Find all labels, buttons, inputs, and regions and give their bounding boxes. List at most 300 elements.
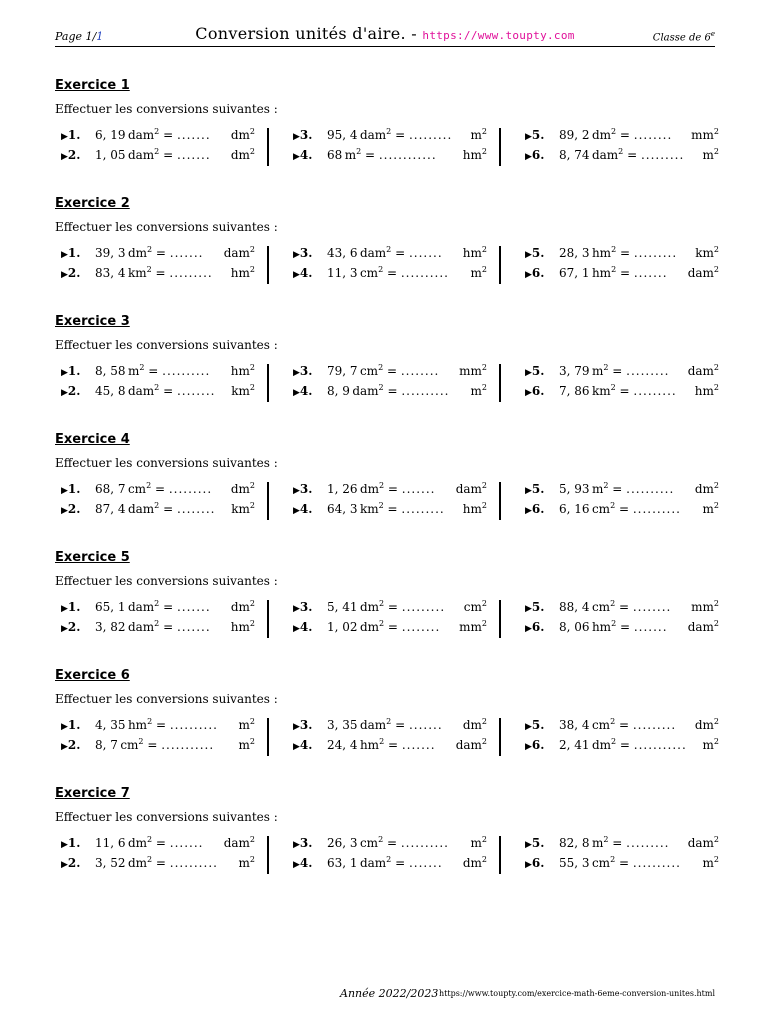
exercise-title: Exercice 3 — [55, 314, 130, 329]
exponent: 2 — [249, 363, 255, 372]
exponent: 2 — [249, 717, 255, 726]
answer-blank[interactable]: ....... — [176, 620, 211, 634]
exponent: 2 — [481, 501, 487, 510]
from-unit: cm — [591, 718, 611, 732]
item-number: 3. — [299, 128, 313, 142]
conversion-item — [61, 856, 255, 876]
conversion-item — [525, 364, 719, 384]
answer-blank[interactable]: ....... — [169, 246, 204, 260]
to-unit: m — [238, 856, 250, 870]
conversion-item — [293, 836, 487, 856]
exercise-items — [55, 363, 719, 404]
conversion-item — [61, 384, 255, 404]
conversion-expression — [95, 148, 211, 162]
exponent: 2 — [713, 265, 719, 274]
exponent: 2 — [378, 501, 384, 510]
from-unit: m — [591, 836, 604, 850]
from-unit: dam — [127, 502, 155, 516]
item-label — [293, 620, 312, 634]
conversion-expression — [559, 738, 687, 752]
exponent: 2 — [378, 363, 384, 372]
exercise-title: Exercice 6 — [55, 668, 130, 683]
exponent: 2 — [603, 481, 609, 490]
target-unit — [688, 836, 719, 850]
to-unit: m — [702, 738, 714, 752]
value: 3, 52 — [95, 856, 126, 870]
item-label — [293, 364, 312, 378]
exponent: 2 — [379, 737, 385, 746]
to-unit: km — [695, 246, 714, 260]
conversion-expression — [327, 856, 443, 870]
conversion-expression — [95, 384, 215, 398]
answer-blank[interactable]: ......... — [408, 128, 453, 142]
footer-url[interactable]: https://www.toupty.com/exercice-math-6eme-conversion-unites.html — [439, 989, 715, 998]
exponent: 2 — [147, 245, 153, 254]
from-unit: hm — [591, 266, 612, 280]
to-unit: m — [470, 384, 482, 398]
answer-blank[interactable]: ....... — [176, 148, 211, 162]
conversion-item — [525, 246, 719, 266]
class-label — [653, 30, 715, 43]
triangle-icon: ▶ — [525, 840, 532, 850]
answer-blank[interactable]: .......... — [400, 836, 449, 850]
exercise-title: Exercice 7 — [55, 786, 130, 801]
exercise-instruction: Effectuer les conversions suivantes : — [55, 574, 278, 588]
triangle-icon: ▶ — [525, 742, 532, 752]
answer-blank[interactable]: ....... — [633, 620, 668, 634]
triangle-icon: ▶ — [293, 368, 300, 378]
triangle-icon: ▶ — [525, 860, 532, 870]
column-divider — [267, 482, 269, 520]
target-unit — [691, 600, 719, 614]
answer-blank[interactable]: .......... — [632, 856, 681, 870]
to-unit: m — [238, 718, 250, 732]
equals-sign: = — [615, 384, 634, 398]
exponent: 2 — [249, 383, 255, 392]
value: 1, 02 — [327, 620, 358, 634]
answer-blank[interactable]: .......... — [162, 364, 211, 378]
answer-blank[interactable]: ........ — [401, 620, 441, 634]
triangle-icon: ▶ — [61, 270, 68, 280]
exercise-instruction: Effectuer les conversions suivantes : — [55, 692, 278, 706]
conversion-item — [293, 620, 487, 640]
conversion-item — [293, 502, 487, 522]
conversion-expression — [559, 266, 668, 280]
value: 68, 7 — [95, 482, 126, 496]
conversion-item — [293, 856, 487, 876]
triangle-icon: ▶ — [61, 624, 68, 634]
item-label — [293, 718, 312, 732]
equals-sign: = — [616, 246, 634, 260]
target-unit — [695, 718, 719, 732]
answer-blank[interactable]: ......... — [626, 364, 670, 378]
answer-blank[interactable]: ......... — [168, 482, 213, 496]
to-unit: dm — [230, 482, 250, 496]
answer-blank[interactable]: ........ — [632, 600, 672, 614]
column-divider — [267, 128, 269, 166]
answer-blank[interactable]: ......... — [626, 836, 670, 850]
value: 89, 2 — [559, 128, 590, 142]
exercise-items — [55, 835, 719, 876]
equals-sign: = — [159, 384, 177, 398]
target-unit — [239, 718, 255, 732]
exercise-items — [55, 481, 719, 522]
answer-blank[interactable]: ......... — [633, 246, 678, 260]
value: 83, 4 — [95, 266, 126, 280]
item-number: 1. — [67, 600, 81, 614]
conversion-item — [525, 620, 719, 640]
answer-blank[interactable]: ....... — [401, 482, 436, 496]
equals-sign: = — [391, 128, 409, 142]
answer-blank[interactable]: .......... — [169, 856, 218, 870]
value: 8, 74 — [559, 148, 590, 162]
exercise-items — [55, 127, 719, 168]
target-unit — [456, 738, 487, 752]
item-number: 2. — [67, 148, 81, 162]
to-unit: dam — [223, 246, 250, 260]
item-number: 5. — [531, 246, 545, 260]
equals-sign: = — [383, 384, 402, 398]
item-number: 6. — [531, 738, 545, 752]
column-divider — [267, 600, 269, 638]
value: 1, 26 — [327, 482, 358, 496]
item-number: 1. — [67, 364, 81, 378]
equals-sign: = — [391, 718, 409, 732]
answer-blank[interactable]: ......... — [401, 502, 445, 516]
exercise-instruction: Effectuer les conversions suivantes : — [55, 102, 278, 116]
to-unit: dam — [687, 620, 714, 634]
conversion-expression — [327, 482, 436, 496]
answer-blank[interactable]: .......... — [169, 718, 218, 732]
to-unit: hm — [230, 620, 250, 634]
conversion-expression — [327, 738, 436, 752]
item-number: 5. — [531, 718, 545, 732]
item-label — [61, 718, 80, 732]
conversion-item — [293, 718, 487, 738]
triangle-icon: ▶ — [293, 624, 300, 634]
exponent: 2 — [379, 599, 385, 608]
target-unit — [695, 384, 719, 398]
answer-blank[interactable]: ....... — [408, 246, 443, 260]
value: 64, 3 — [327, 502, 358, 516]
exponent: 2 — [378, 835, 384, 844]
equals-sign: = — [608, 364, 627, 378]
to-unit: km — [231, 384, 250, 398]
exponent: 2 — [481, 383, 487, 392]
value: 5, 93 — [559, 482, 590, 496]
triangle-icon: ▶ — [525, 270, 532, 280]
from-unit: dm — [127, 856, 148, 870]
from-unit: hm — [591, 246, 612, 260]
item-number: 2. — [67, 266, 81, 280]
triangle-icon: ▶ — [525, 388, 532, 398]
conversion-item — [525, 502, 719, 522]
from-unit: cm — [359, 364, 379, 378]
triangle-icon: ▶ — [293, 840, 300, 850]
answer-blank[interactable]: ....... — [633, 266, 668, 280]
to-unit: dam — [455, 482, 482, 496]
column-divider — [267, 718, 269, 756]
exponent: 2 — [249, 619, 255, 628]
value: 55, 3 — [559, 856, 590, 870]
triangle-icon: ▶ — [525, 132, 532, 142]
to-unit: dam — [223, 836, 250, 850]
answer-blank[interactable]: ....... — [408, 718, 443, 732]
item-number: 1. — [67, 836, 81, 850]
item-label — [293, 482, 312, 496]
answer-blank[interactable]: ........... — [633, 738, 687, 752]
conversion-expression — [327, 718, 443, 732]
triangle-icon: ▶ — [293, 722, 300, 732]
exponent: 2 — [154, 147, 160, 156]
conversion-expression — [559, 384, 677, 398]
value: 88, 4 — [559, 600, 590, 614]
conversion-expression — [559, 246, 677, 260]
equals-sign: = — [615, 856, 633, 870]
answer-blank[interactable]: ....... — [408, 856, 443, 870]
conversion-expression — [95, 502, 215, 516]
column-divider — [499, 836, 501, 874]
equals-sign: = — [384, 620, 402, 634]
exponent: 2 — [386, 127, 392, 136]
exponent: 2 — [481, 363, 487, 372]
item-label — [525, 364, 544, 378]
exponent: 2 — [249, 481, 255, 490]
answer-blank[interactable]: .......... — [626, 482, 675, 496]
item-number: 1. — [67, 718, 81, 732]
site-link[interactable]: https://www.toupty.com — [422, 29, 575, 42]
to-unit: m — [702, 502, 714, 516]
exponent: 2 — [713, 363, 719, 372]
to-unit: m — [470, 266, 482, 280]
value: 79, 7 — [327, 364, 358, 378]
value: 8, 7 — [95, 738, 118, 752]
conversion-expression — [95, 600, 211, 614]
column-divider — [499, 364, 501, 402]
from-unit: dam — [127, 128, 155, 142]
exercise-items — [55, 599, 719, 640]
item-number: 3. — [299, 836, 313, 850]
value: 38, 4 — [559, 718, 590, 732]
target-unit — [224, 836, 255, 850]
from-unit: hm — [359, 738, 380, 752]
target-unit — [471, 836, 487, 850]
equals-sign: = — [616, 266, 634, 280]
exercise-instruction: Effectuer les conversions suivantes : — [55, 220, 278, 234]
from-unit: cm — [359, 836, 379, 850]
to-unit: mm — [691, 600, 714, 614]
conversion-expression — [95, 482, 212, 496]
answer-blank[interactable]: ......... — [633, 384, 677, 398]
answer-blank[interactable]: ......... — [169, 266, 213, 280]
conversion-item — [525, 600, 719, 620]
to-unit: hm — [230, 364, 250, 378]
conversion-item — [293, 600, 487, 620]
answer-blank[interactable]: ......... — [640, 148, 685, 162]
answer-blank[interactable]: ....... — [176, 128, 211, 142]
from-unit: dam — [127, 148, 155, 162]
answer-blank[interactable]: ....... — [401, 738, 436, 752]
answer-blank[interactable]: ........ — [400, 364, 440, 378]
item-label — [61, 600, 80, 614]
to-unit: hm — [462, 148, 482, 162]
equals-sign: = — [159, 600, 177, 614]
equals-sign: = — [383, 364, 401, 378]
triangle-icon: ▶ — [61, 742, 68, 752]
item-label — [61, 738, 80, 752]
equals-sign: = — [159, 502, 177, 516]
conversion-expression — [327, 620, 440, 634]
answer-blank[interactable]: .......... — [401, 384, 450, 398]
equals-sign: = — [143, 738, 162, 752]
from-unit: cm — [120, 738, 139, 752]
conversion-item — [61, 620, 255, 640]
equals-sign: = — [152, 246, 170, 260]
triangle-icon: ▶ — [525, 250, 532, 260]
value: 39, 3 — [95, 246, 126, 260]
item-number: 3. — [299, 600, 313, 614]
conversion-expression — [95, 620, 211, 634]
exponent: 2 — [154, 619, 160, 628]
triangle-icon: ▶ — [61, 506, 68, 516]
conversion-expression — [95, 364, 210, 378]
answer-blank[interactable]: ........ — [176, 384, 216, 398]
page-title — [55, 24, 715, 43]
exponent: 2 — [249, 127, 255, 136]
column-divider — [499, 718, 501, 756]
column-divider — [499, 246, 501, 284]
item-label — [61, 364, 80, 378]
item-label — [293, 384, 312, 398]
item-label — [293, 600, 312, 614]
exponent: 2 — [713, 501, 719, 510]
exponent: 2 — [249, 855, 255, 864]
item-label — [61, 836, 80, 850]
exponent: 2 — [154, 383, 160, 392]
item-number: 5. — [531, 600, 545, 614]
exponent: 2 — [249, 501, 255, 510]
exercise-title: Exercice 4 — [55, 432, 130, 447]
item-number: 2. — [67, 856, 81, 870]
to-unit: m — [702, 856, 714, 870]
item-number: 6. — [531, 856, 545, 870]
equals-sign: = — [152, 836, 170, 850]
target-unit — [231, 384, 255, 398]
equals-sign: = — [616, 620, 634, 634]
from-unit: dm — [359, 482, 380, 496]
item-number: 6. — [531, 266, 545, 280]
answer-blank[interactable]: ............ — [378, 148, 437, 162]
from-unit: m — [344, 148, 357, 162]
from-unit: hm — [127, 718, 148, 732]
triangle-icon: ▶ — [525, 722, 532, 732]
target-unit — [231, 482, 255, 496]
item-label — [61, 620, 80, 634]
exponent: 2 — [356, 147, 362, 156]
target-unit — [463, 148, 487, 162]
equals-sign: = — [383, 502, 402, 516]
conversion-expression — [95, 128, 211, 142]
target-unit — [239, 856, 255, 870]
conversion-item — [525, 856, 719, 876]
exponent: 2 — [611, 737, 617, 746]
triangle-icon: ▶ — [293, 132, 300, 142]
conversion-item — [525, 266, 719, 286]
value: 87, 4 — [95, 502, 126, 516]
to-unit: m — [702, 148, 714, 162]
item-number: 1. — [67, 128, 81, 142]
exponent: 2 — [713, 481, 719, 490]
triangle-icon: ▶ — [525, 604, 532, 614]
equals-sign: = — [616, 128, 634, 142]
answer-blank[interactable]: ......... — [632, 718, 677, 732]
exponent: 2 — [249, 737, 255, 746]
triangle-icon: ▶ — [61, 604, 68, 614]
to-unit: dm — [230, 128, 250, 142]
target-unit — [471, 128, 487, 142]
item-label — [525, 482, 544, 496]
target-unit — [239, 738, 255, 752]
triangle-icon: ▶ — [61, 152, 68, 162]
column-divider — [499, 482, 501, 520]
answer-blank[interactable]: .......... — [400, 266, 449, 280]
triangle-icon: ▶ — [525, 624, 532, 634]
target-unit — [231, 266, 255, 280]
from-unit: cm — [127, 482, 147, 496]
item-number: 4. — [299, 856, 313, 870]
target-unit — [456, 482, 487, 496]
item-label — [293, 856, 312, 870]
answer-blank[interactable]: ....... — [169, 836, 204, 850]
from-unit: dam — [127, 620, 155, 634]
answer-blank[interactable]: ........... — [161, 738, 215, 752]
exponent: 2 — [713, 127, 719, 136]
exercise-title: Exercice 5 — [55, 550, 130, 565]
exponent: 2 — [249, 147, 255, 156]
exponent: 2 — [603, 835, 609, 844]
exercise-1 — [55, 78, 719, 178]
to-unit: dm — [230, 600, 250, 614]
item-number: 4. — [299, 738, 313, 752]
answer-blank[interactable]: ........ — [176, 502, 216, 516]
to-unit: mm — [459, 364, 482, 378]
item-label — [61, 148, 80, 162]
exercise-3 — [55, 314, 719, 414]
item-number: 6. — [531, 148, 545, 162]
to-unit: m — [470, 836, 482, 850]
exponent: 2 — [249, 265, 255, 274]
conversion-expression — [559, 364, 669, 378]
value: 4, 35 — [95, 718, 126, 732]
conversion-item — [61, 148, 255, 168]
answer-blank[interactable]: ....... — [176, 600, 211, 614]
target-unit — [463, 718, 487, 732]
exercise-items — [55, 245, 719, 286]
from-unit: dm — [359, 620, 380, 634]
item-label — [525, 836, 544, 850]
answer-blank[interactable]: ......... — [401, 600, 446, 614]
conversion-expression — [559, 836, 669, 850]
item-label — [61, 246, 80, 260]
answer-blank[interactable]: .......... — [632, 502, 681, 516]
item-number: 3. — [299, 364, 313, 378]
value: 3, 79 — [559, 364, 590, 378]
triangle-icon: ▶ — [61, 132, 68, 142]
equals-sign: = — [383, 266, 401, 280]
answer-blank[interactable]: ........ — [633, 128, 673, 142]
to-unit: km — [231, 502, 250, 516]
exponent: 2 — [154, 501, 160, 510]
